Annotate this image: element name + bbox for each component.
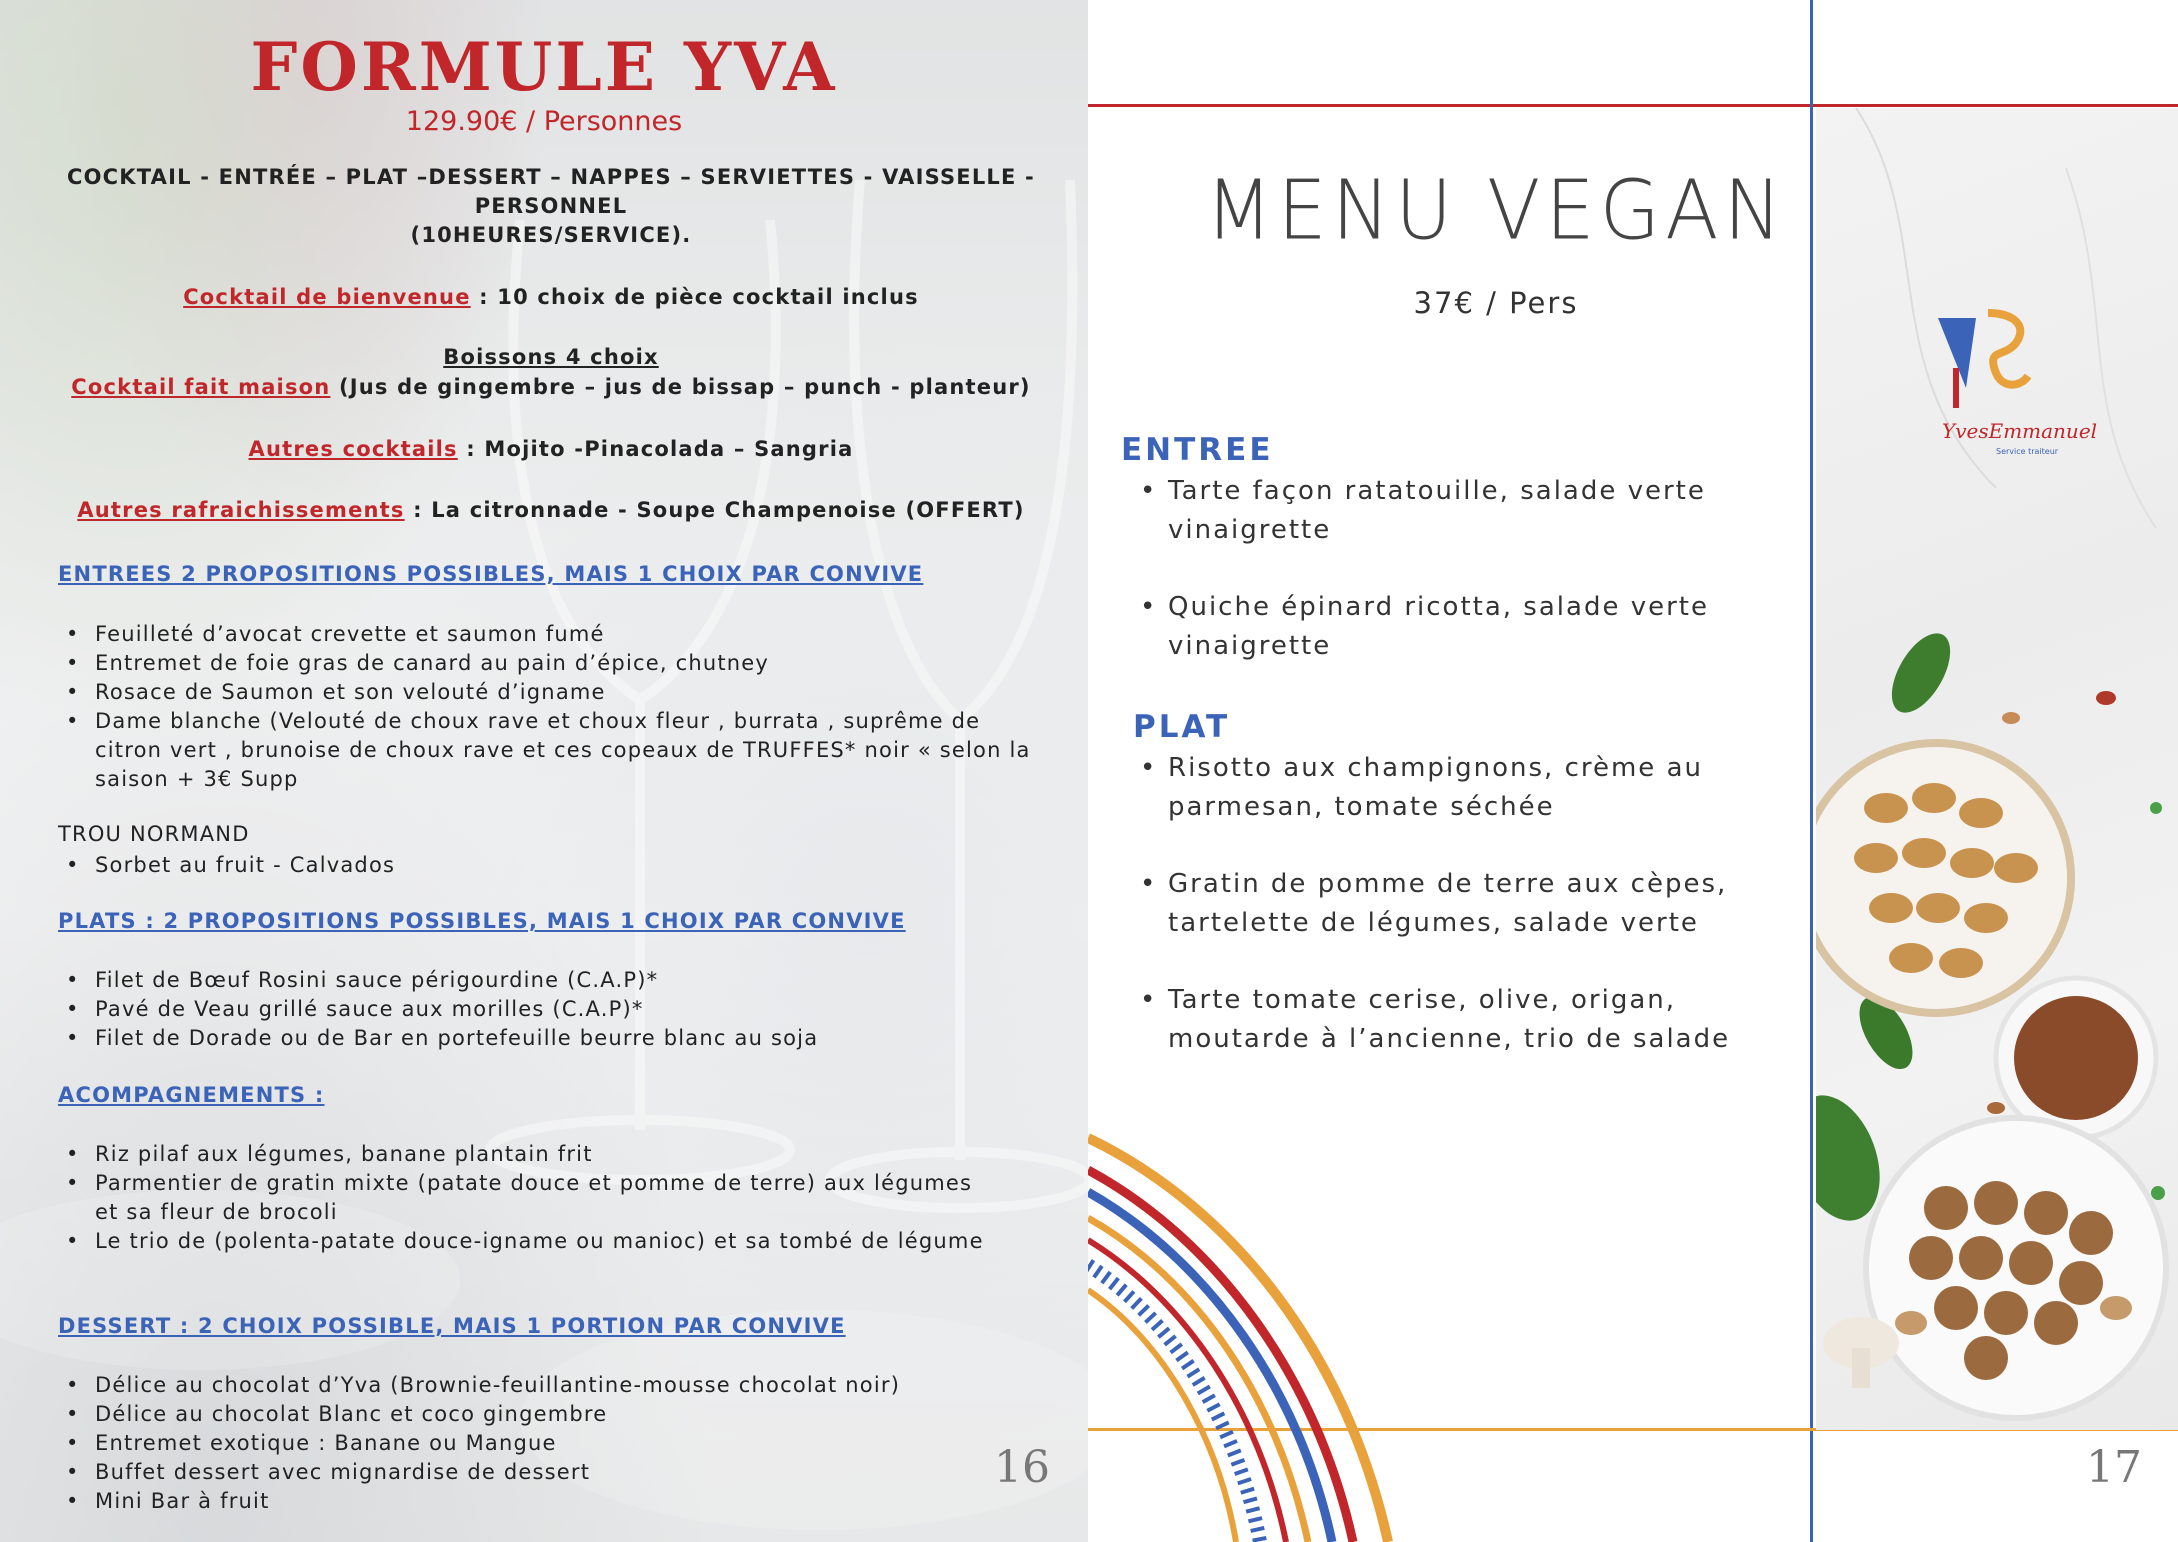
intro-line: COCKTAIL - ENTRÉE – PLAT –DESSERT – NAPPES – SERVIETTES - VAISSELLE - <box>67 165 1035 189</box>
cocktail-bienvenue-text: : 10 choix de pièce cocktail inclus <box>470 285 919 309</box>
plats-heading: PLATS : 2 PROPOSITIONS POSSIBLES, MAIS 1 CHOIX PAR CONVIVE <box>58 909 906 933</box>
vegan-price: 37€ / Pers <box>1413 286 1579 320</box>
list-item: • Le trio de (polenta-patate douce-igname ou manioc) et sa tombé de légume <box>58 1227 1048 1256</box>
entree-heading: ENTREE <box>1121 432 1274 468</box>
vegan-title: MENU VEGAN <box>1205 163 1787 259</box>
autres-rafraich-label: Autres rafraichissements <box>77 498 405 522</box>
yves-emmanuel-logo <box>1938 313 2028 408</box>
food-photo <box>1816 108 2178 1430</box>
list-item: • Parmentier de gratin mixte (patate douce et pomme de terre) aux légumes et sa fleur de brocoli <box>58 1169 1048 1227</box>
list-item: • Filet de Bœuf Rosini sauce périgourdine (C.A.P)* <box>58 966 1048 995</box>
right-page <box>1088 0 2178 1542</box>
list-item: • Risotto aux champignons, crème au parmesan, tomate séchée <box>1136 749 1796 827</box>
autres-cocktails-label: Autres cocktails <box>248 437 458 461</box>
list-item: • Pavé de Veau grillé sauce aux morilles (C.A.P)* <box>58 995 1048 1024</box>
logo-text: YvesEmmanuel <box>1942 419 2098 443</box>
autres-cocktails-line <box>58 435 1044 464</box>
intro-line: PERSONNEL <box>474 194 628 218</box>
entrees-list <box>58 620 1048 794</box>
list-item: • Entremet de foie gras de canard au pain d’épice, chutney <box>58 649 1048 678</box>
autres-cocktails-text: : Mojito -Pinacolada – Sangria <box>457 437 854 461</box>
plat-heading: PLAT <box>1133 709 1231 745</box>
intro-block <box>58 163 1044 250</box>
list-item: • Tarte tomate cerise, olive, origan, moutarde à l’ancienne, trio de salade <box>1136 981 1796 1059</box>
list-item: • Rosace de Saumon et son velouté d’igname <box>58 678 1048 707</box>
list-item: • Tarte façon ratatouille, salade verte vinaigrette <box>1136 472 1796 550</box>
page-number-left: 16 <box>994 1442 1050 1493</box>
entree-list <box>1136 472 1796 704</box>
list-item: • Dame blanche (Velouté de choux rave et choux fleur , burrata , suprême de citron vert , brunoise de choux rave et ces copeaux de TRUFFES* noir « selon la saison + 3€ Supp <box>58 707 1048 794</box>
cocktail-maison-line <box>58 373 1044 402</box>
intro-line: (10HEURES/SERVICE). <box>410 223 692 247</box>
trou-normand-heading: TROU NORMAND <box>58 822 250 846</box>
logo-subtext: Service traiteur <box>1996 447 2059 456</box>
dessert-list <box>58 1371 1048 1516</box>
list-item: • Buffet dessert avec mignardise de dessert <box>58 1458 1048 1487</box>
list-item: • Mini Bar à fruit <box>58 1487 1048 1516</box>
list-item: • Quiche épinard ricotta, salade verte vinaigrette <box>1136 588 1796 666</box>
left-page <box>0 0 1088 1542</box>
list-item: • Feuilleté d’avocat crevette et saumon fumé <box>58 620 1048 649</box>
autres-rafraich-line <box>58 496 1044 525</box>
formule-title: FORMULE YVA <box>250 28 838 106</box>
list-item: • Délice au chocolat Blanc et coco gingembre <box>58 1400 1048 1429</box>
cocktail-maison-label: Cocktail fait maison <box>71 375 331 399</box>
list-item: • Délice au chocolat d’Yva (Brownie-feuillantine-mousse chocolat noir) <box>58 1371 1048 1400</box>
cocktail-bienvenue-label: Cocktail de bienvenue <box>183 285 471 309</box>
autres-rafraich-text: : La citronnade - Soupe Champenoise (OFFERT) <box>404 498 1025 522</box>
page-number-right: 17 <box>2086 1442 2142 1493</box>
nuts-bowls-illustration <box>1816 108 2178 1430</box>
list-item: • Riz pilaf aux légumes, banane plantain frit <box>58 1140 1048 1169</box>
dessert-heading: DESSERT : 2 CHOIX POSSIBLE, MAIS 1 PORTION PAR CONVIVE <box>58 1314 846 1338</box>
top-red-line <box>1088 104 2178 107</box>
list-item: • Sorbet au fruit - Calvados <box>58 851 1048 880</box>
cocktail-maison-text: (Jus de gingembre – jus de bissap – punch - planteur) <box>330 375 1031 399</box>
list-item: • Entremet exotique : Banane ou Mangue <box>58 1429 1048 1458</box>
cocktail-bienvenue-line <box>58 283 1044 312</box>
accompagnements-list <box>58 1140 1048 1256</box>
list-item: • Gratin de pomme de terre aux cèpes, tartelette de légumes, salade verte <box>1136 865 1796 943</box>
plats-list <box>58 966 1048 1053</box>
formule-price: 129.90€ / Personnes <box>405 106 683 137</box>
trou-normand-list <box>58 851 1048 880</box>
list-item: • Filet de Dorade ou de Bar en portefeuille beurre blanc au soja <box>58 1024 1048 1053</box>
plat-list <box>1136 749 1796 1097</box>
boissons-label: Boissons 4 choix <box>443 345 659 369</box>
decorative-arcs <box>1088 1100 1428 1542</box>
accompagnements-heading: ACOMPAGNEMENTS : <box>58 1083 325 1107</box>
boissons-title <box>58 343 1044 372</box>
entrees-heading: ENTREES 2 PROPOSITIONS POSSIBLES, MAIS 1 CHOIX PAR CONVIVE <box>58 562 924 586</box>
